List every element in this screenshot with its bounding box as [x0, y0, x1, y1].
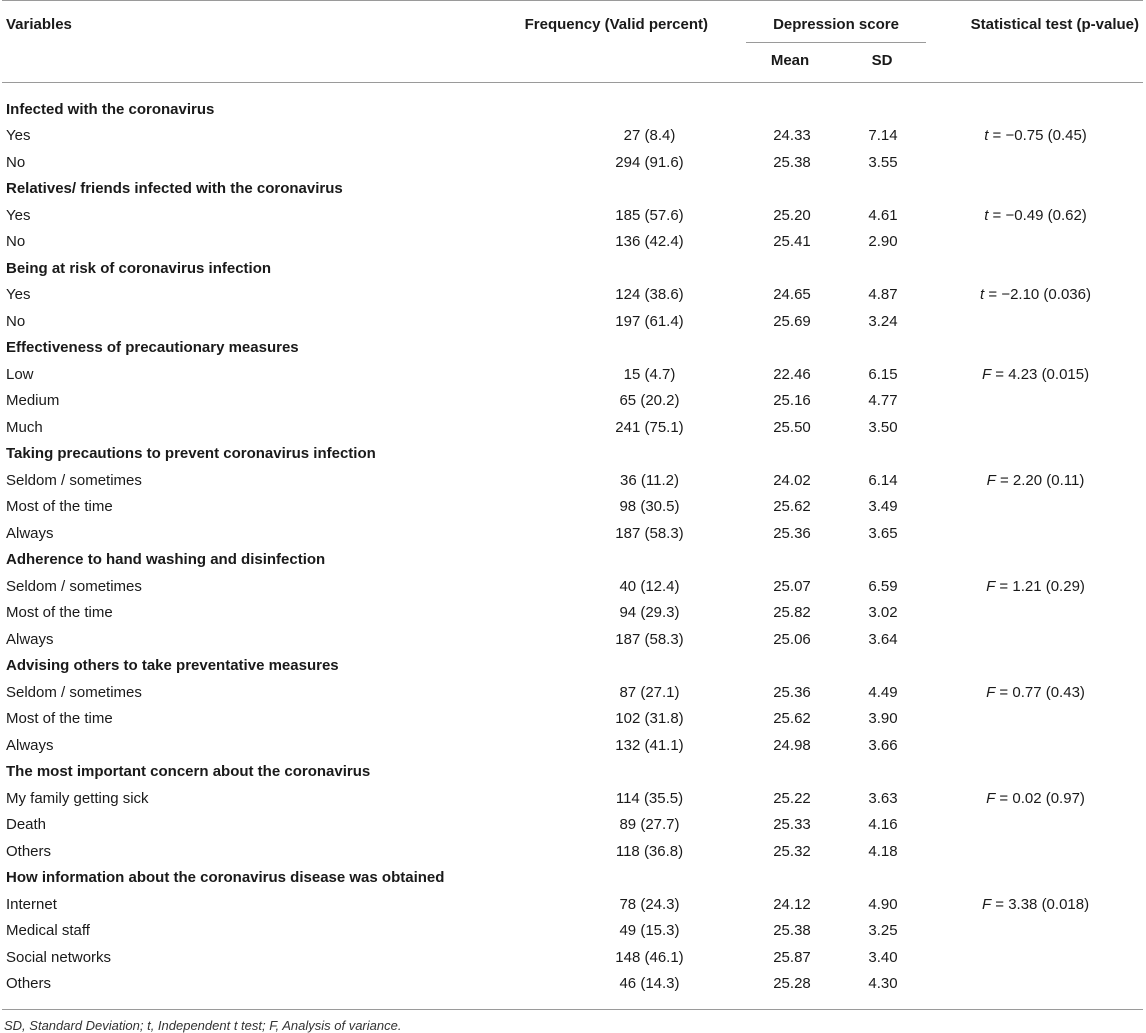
header-underline — [746, 42, 926, 43]
row-sd: 4.77 — [868, 392, 898, 410]
group-header-row — [2, 547, 1143, 574]
row-mean: 25.22 — [773, 789, 811, 807]
row-frequency: 185 (57.6) — [615, 206, 684, 224]
row-label: Seldom / sometimes — [6, 471, 142, 489]
table-row — [2, 149, 1143, 176]
group-title: The most important concern about the coronavirus — [6, 763, 371, 781]
group-header-row — [2, 176, 1143, 203]
test-value: = −0.49 (0.62) — [988, 206, 1087, 224]
row-sd: 3.50 — [868, 418, 898, 436]
row-sd: 3.64 — [868, 630, 898, 648]
row-statistical-test — [928, 308, 1143, 335]
row-label: Most of the time — [6, 604, 113, 622]
row-mean: 25.32 — [773, 842, 811, 860]
row-frequency: 98 (30.5) — [619, 498, 680, 516]
row-label: Yes — [6, 206, 31, 224]
table-row — [2, 600, 1143, 627]
row-frequency: 187 (58.3) — [615, 524, 684, 542]
row-sd: 4.30 — [868, 975, 898, 993]
row-label: Always — [6, 630, 54, 648]
row-label: Death — [6, 816, 47, 834]
row-statistical-test — [928, 600, 1143, 627]
row-statistical-test — [928, 123, 1143, 150]
group-header-row — [2, 759, 1143, 786]
table-row — [2, 732, 1143, 759]
row-statistical-test — [928, 891, 1143, 918]
row-statistical-test — [928, 282, 1143, 309]
test-value: = −2.10 (0.036) — [984, 286, 1091, 304]
row-sd: 3.49 — [868, 498, 898, 516]
table-row — [2, 679, 1143, 706]
table-row — [2, 202, 1143, 229]
row-sd: 3.55 — [868, 153, 898, 171]
row-label: Yes — [6, 127, 31, 145]
row-sd: 3.90 — [868, 710, 898, 728]
group-title: Adherence to hand washing and disinfection — [6, 551, 326, 569]
row-statistical-test — [928, 202, 1143, 229]
row-statistical-test — [928, 388, 1143, 415]
row-mean: 24.98 — [773, 736, 811, 754]
table-header — [2, 1, 1143, 83]
group-title: Taking precautions to prevent coronavirus infection — [6, 445, 376, 463]
row-label: Seldom / sometimes — [6, 577, 142, 595]
row-label: Others — [6, 842, 52, 860]
row-label: My family getting sick — [6, 789, 149, 807]
row-statistical-test — [928, 785, 1143, 812]
test-symbol: t — [984, 206, 989, 224]
row-label: Social networks — [6, 948, 112, 966]
row-statistical-test — [928, 520, 1143, 547]
row-mean: 25.28 — [773, 975, 811, 993]
row-frequency: 136 (42.4) — [615, 233, 684, 251]
test-symbol: t — [984, 127, 989, 145]
test-value: = 4.23 (0.015) — [991, 365, 1090, 383]
row-mean: 25.16 — [773, 392, 811, 410]
row-statistical-test — [928, 732, 1143, 759]
row-mean: 25.20 — [773, 206, 811, 224]
group-header-row — [2, 335, 1143, 362]
row-mean: 25.82 — [773, 604, 811, 622]
row-frequency: 36 (11.2) — [620, 471, 679, 489]
row-statistical-test — [928, 971, 1143, 998]
table-row — [2, 706, 1143, 733]
row-frequency: 197 (61.4) — [615, 312, 684, 330]
group-header-row — [2, 441, 1143, 468]
row-mean: 25.38 — [773, 922, 811, 940]
group-header-row — [2, 653, 1143, 680]
table-row — [2, 891, 1143, 918]
row-mean: 25.50 — [773, 418, 811, 436]
header-depression-score-label: Depression score — [773, 16, 899, 33]
table-row — [2, 229, 1143, 256]
row-statistical-test — [928, 494, 1143, 521]
table-row — [2, 971, 1143, 998]
row-frequency: 187 (58.3) — [615, 630, 684, 648]
row-label: Yes — [6, 286, 31, 304]
header-statistical-test: Statistical test (p-value) — [970, 16, 1140, 33]
row-mean: 25.62 — [773, 710, 811, 728]
row-frequency: 65 (20.2) — [619, 392, 680, 410]
row-frequency: 15 (4.7) — [623, 365, 676, 383]
row-sd: 2.90 — [868, 233, 898, 251]
header-sd: SD — [871, 51, 893, 69]
row-mean: 25.36 — [773, 524, 811, 542]
row-frequency: 87 (27.1) — [619, 683, 680, 701]
table-row — [2, 944, 1143, 971]
header-depression-score — [744, 1, 928, 45]
test-value: = 0.77 (0.43) — [995, 683, 1085, 701]
row-mean: 24.12 — [773, 895, 811, 913]
table-footnote: SD, Standard Deviation; t, Independent t test; F, Analysis of variance. — [4, 1018, 402, 1033]
table-row — [2, 467, 1143, 494]
row-statistical-test — [928, 706, 1143, 733]
row-sd: 3.66 — [868, 736, 898, 754]
test-symbol: F — [981, 895, 992, 913]
header-mean: Mean — [770, 51, 810, 69]
row-frequency: 114 (35.5) — [615, 789, 684, 807]
table-row — [2, 520, 1143, 547]
row-label: Low — [6, 365, 34, 383]
row-label: Others — [6, 975, 52, 993]
test-symbol: F — [986, 471, 996, 489]
row-sd: 3.25 — [868, 922, 898, 940]
row-label: Much — [6, 418, 43, 436]
row-label: No — [6, 312, 26, 330]
row-mean: 24.65 — [773, 286, 811, 304]
row-frequency: 46 (14.3) — [619, 975, 680, 993]
row-frequency: 241 (75.1) — [615, 418, 684, 436]
row-mean: 25.87 — [773, 948, 811, 966]
row-label: Medium — [6, 392, 60, 410]
row-sd: 4.16 — [868, 816, 898, 834]
row-mean: 24.02 — [773, 471, 811, 489]
group-header-row — [2, 96, 1143, 123]
row-mean: 25.41 — [773, 233, 811, 251]
table-row — [2, 626, 1143, 653]
row-sd: 4.49 — [868, 683, 898, 701]
row-sd: 3.63 — [868, 789, 898, 807]
table-row — [2, 282, 1143, 309]
row-mean: 25.06 — [773, 630, 811, 648]
row-statistical-test — [928, 467, 1143, 494]
table-row — [2, 785, 1143, 812]
row-sd: 3.24 — [868, 312, 898, 330]
row-frequency: 132 (41.1) — [615, 736, 684, 754]
row-mean: 24.33 — [773, 127, 811, 145]
row-frequency: 124 (38.6) — [615, 286, 684, 304]
table-row — [2, 123, 1143, 150]
row-label: Most of the time — [6, 498, 113, 516]
row-mean: 25.36 — [773, 683, 811, 701]
test-value: = 0.02 (0.97) — [995, 789, 1085, 807]
test-symbol: F — [986, 789, 996, 807]
group-title: Relatives/ friends infected with the coronavirus — [6, 180, 343, 198]
row-statistical-test — [928, 149, 1143, 176]
row-statistical-test — [928, 573, 1143, 600]
row-statistical-test — [928, 812, 1143, 839]
row-sd: 3.02 — [868, 604, 898, 622]
group-title: How information about the coronavirus disease was obtained — [6, 869, 445, 887]
test-value: = 3.38 (0.018) — [991, 895, 1090, 913]
row-sd: 3.65 — [868, 524, 898, 542]
row-label: Internet — [6, 895, 57, 913]
row-label: No — [6, 153, 26, 171]
row-label: Always — [6, 524, 54, 542]
row-statistical-test — [928, 229, 1143, 256]
row-statistical-test — [928, 679, 1143, 706]
row-statistical-test — [928, 918, 1143, 945]
row-sd: 4.87 — [868, 286, 898, 304]
group-header-row — [2, 255, 1143, 282]
row-statistical-test — [928, 838, 1143, 865]
row-frequency: 94 (29.3) — [619, 604, 680, 622]
row-statistical-test — [928, 361, 1143, 388]
row-label: Seldom / sometimes — [6, 683, 142, 701]
test-value: = −0.75 (0.45) — [988, 127, 1087, 145]
table-row — [2, 838, 1143, 865]
row-mean: 25.07 — [773, 577, 811, 595]
row-frequency: 148 (46.1) — [615, 948, 684, 966]
row-label: Most of the time — [6, 710, 113, 728]
table-row — [2, 918, 1143, 945]
group-title: Infected with the coronavirus — [6, 100, 215, 118]
group-title: Effectiveness of precautionary measures — [6, 339, 299, 357]
test-value: = 1.21 (0.29) — [995, 577, 1085, 595]
test-symbol: F — [986, 577, 996, 595]
group-header-row — [2, 865, 1143, 892]
test-symbol: t — [980, 286, 985, 304]
row-statistical-test — [928, 626, 1143, 653]
row-statistical-test — [928, 944, 1143, 971]
table-row — [2, 494, 1143, 521]
row-sd: 4.61 — [868, 206, 898, 224]
table-row — [2, 573, 1143, 600]
row-frequency: 89 (27.7) — [619, 816, 680, 834]
row-frequency: 78 (24.3) — [619, 895, 680, 913]
row-sd: 4.18 — [868, 842, 898, 860]
header-variables: Variables — [6, 16, 72, 33]
header-frequency: Frequency (Valid percent) — [524, 16, 708, 33]
test-symbol: F — [986, 683, 996, 701]
row-label: No — [6, 233, 26, 251]
row-mean: 25.62 — [773, 498, 811, 516]
row-sd: 6.14 — [868, 471, 898, 489]
row-mean: 25.69 — [773, 312, 811, 330]
row-frequency: 102 (31.8) — [615, 710, 684, 728]
table-body — [2, 83, 1143, 1010]
data-table — [2, 0, 1143, 1010]
row-frequency: 40 (12.4) — [619, 577, 680, 595]
test-symbol: F — [981, 365, 992, 383]
table-row — [2, 308, 1143, 335]
table-row — [2, 361, 1143, 388]
row-frequency: 49 (15.3) — [619, 922, 680, 940]
table-row — [2, 812, 1143, 839]
row-sd: 3.40 — [868, 948, 898, 966]
row-mean: 22.46 — [773, 365, 811, 383]
row-mean: 25.33 — [773, 816, 811, 834]
row-frequency: 294 (91.6) — [615, 153, 684, 171]
row-label: Always — [6, 736, 54, 754]
group-title: Advising others to take preventative measures — [6, 657, 339, 675]
row-frequency: 27 (8.4) — [623, 127, 676, 145]
row-sd: 6.15 — [868, 365, 898, 383]
row-label: Medical staff — [6, 922, 90, 940]
row-sd: 4.90 — [868, 895, 898, 913]
row-mean: 25.38 — [773, 153, 811, 171]
table-row — [2, 388, 1143, 415]
row-frequency: 118 (36.8) — [615, 842, 684, 860]
group-title: Being at risk of coronavirus infection — [6, 259, 272, 277]
row-statistical-test — [928, 414, 1143, 441]
row-sd: 7.14 — [868, 127, 898, 145]
table-row — [2, 414, 1143, 441]
test-value: = 2.20 (0.11) — [995, 471, 1085, 489]
row-sd: 6.59 — [868, 577, 898, 595]
